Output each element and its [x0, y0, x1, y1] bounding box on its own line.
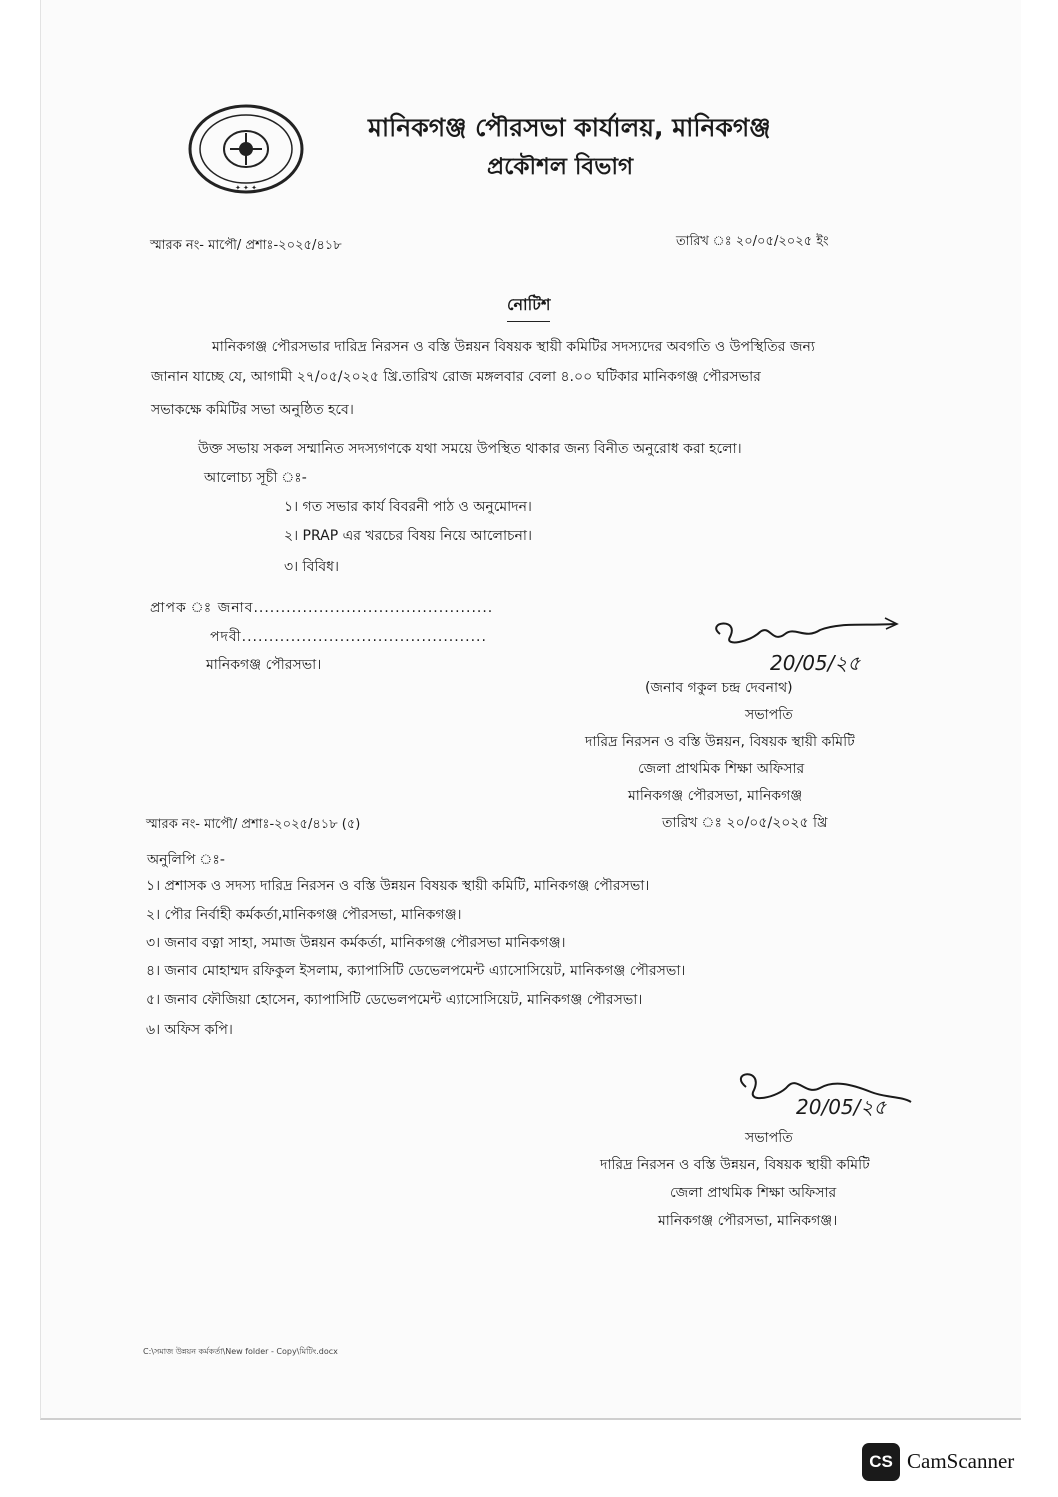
- copy-item: ১। প্রশাসক ও সদস্য দারিদ্র নিরসন ও বস্তি উন্নয়ন বিষয়ক স্থায়ী কমিটি, মানিকগঞ্জ পৌরসভা।: [146, 878, 650, 894]
- municipality-seal-icon: [186, 102, 306, 197]
- document-file-path: C:\সমাজ উন্নয়ন কর্মকর্তা\New folder - Copy\মিটিং.docx: [143, 1347, 338, 1356]
- copy-reference: স্মারক নং- মাপৌ/ প্রশাঃ-২০২৫/৪১৮ (৫): [146, 817, 361, 832]
- signatory-2-office: জেলা প্রাথমিক শিক্ষা অফিসার: [670, 1185, 837, 1201]
- office-title: মানিকগঞ্জ পৌরসভা কার্যালয়, মানিকগঞ্জ: [368, 113, 771, 142]
- signatory-role: সভাপতি: [745, 707, 793, 723]
- signatory-2-committee: দারিদ্র নিরসন ও বস্তি উন্নয়ন, বিষয়ক স্থায়ী কমিটি: [600, 1157, 870, 1173]
- signatory-office: জেলা প্রাথমিক শিক্ষা অফিসার: [638, 761, 805, 777]
- copy-item: ২। পৌর নির্বাহী কর্মকর্তা,মানিকগঞ্জ পৌরসভা, মানিকগঞ্জ।: [146, 907, 462, 923]
- signatory-committee: দারিদ্র নিরসন ও বস্তি উন্নয়ন, বিষয়ক স্থায়ী কমিটি: [585, 734, 855, 750]
- signatory-name: (জনাব গকুল চন্দ্র দেবনাথ): [645, 680, 793, 696]
- signature-date: 20/05/২৫: [770, 651, 861, 675]
- memo-reference: স্মারক নং- মাপৌ/ প্রশাঃ-২০২৫/৪১৮: [150, 238, 342, 253]
- agenda-heading: আলোচ্য সূচী ঃ-: [204, 470, 307, 486]
- camscanner-label: CamScanner: [907, 1449, 1015, 1473]
- camscanner-logo-icon: CS: [862, 1443, 900, 1481]
- copy-item: ৪। জনাব মোহাম্মদ রফিকুল ইসলাম, ক্যাপাসিটি ডেভেলপমেন্ট এ্যাসোসিয়েট, মানিকগঞ্জ পৌরসভা।: [146, 963, 686, 979]
- svg-text:✦ ✦ ✦: ✦ ✦ ✦: [234, 184, 258, 192]
- handwritten-signature: [700, 612, 910, 677]
- notice-paragraph-line: সভাকক্ষে কমিটির সভা অনুষ্ঠিত হবে।: [151, 402, 354, 418]
- signatory-2-role: সভাপতি: [745, 1130, 793, 1146]
- notice-paragraph-line: মানিকগঞ্জ পৌরসভার দারিদ্র নিরসন ও বস্তি উন্নয়ন বিষয়ক স্থায়ী কমিটির সদস্যদের অবগতি ও উপস্থিতির জন্য: [212, 339, 815, 355]
- recipient-office: মানিকগঞ্জ পৌরসভা।: [206, 657, 322, 673]
- copy-item: ৬। অফিস কপি।: [146, 1022, 233, 1038]
- recipient-designation-line: পদবী.............................................: [210, 629, 487, 645]
- agenda-item: ১। গত সভার কার্য বিবরনী পাঠ ও অনুমোদন।: [284, 499, 532, 515]
- signature-2-date: 20/05/২৫: [796, 1095, 887, 1119]
- copy-item: ৩। জনাব বত্না সাহা, সমাজ উন্নয়ন কর্মকর্তা, মানিকগঞ্জ পৌরসভা মানিকগঞ্জ।: [146, 935, 566, 951]
- attendance-request: উক্ত সভায় সকল সম্মানিত সদস্যগণকে যথা সময়ে উপস্থিত থাকার জন্য বিনীত অনুরোধ করা হলো।: [198, 441, 742, 457]
- signatory-2-municipality: মানিকগঞ্জ পৌরসভা, মানিকগঞ্জ।: [658, 1213, 838, 1229]
- recipient-name-line: প্রাপক ঃ জনাব............................................: [150, 600, 494, 616]
- signatory-municipality: মানিকগঞ্জ পৌরসভা, মানিকগঞ্জ: [628, 788, 803, 804]
- memo-date: তারিখ ঃ ২০/০৫/২০২৫ ইং: [676, 234, 829, 249]
- agenda-item: ২। PRAP এর খরচের বিষয় নিয়ে আলোচনা।: [284, 528, 532, 544]
- agenda-item: ৩। বিবিধ।: [284, 559, 340, 575]
- signatory-date: তারিখ ঃ ২০/০৫/২০২৫ খ্রি: [662, 815, 828, 831]
- handwritten-signature-2: [716, 1062, 916, 1130]
- copy-item: ৫। জনাব ফৌজিয়া হোসেন, ক্যাপাসিটি ডেভেলপমেন্ট এ্যাসোসিয়েট, মানিকগঞ্জ পৌরসভা।: [146, 992, 643, 1008]
- scanned-page: [40, 0, 1021, 1420]
- notice-heading: নোটিশ: [507, 292, 550, 322]
- department-title: প্রকৌশল বিভাগ: [487, 154, 634, 180]
- copy-heading: অনুলিপি ঃ-: [147, 852, 225, 868]
- notice-paragraph-line: জানান যাচ্ছে যে, আগামী ২৭/০৫/২০২৫ খ্রি.তারিখ রোজ মঙ্গলবার বেলা ৪.০০ ঘটিকার মানিকগঞ্জ পৌরসভার: [151, 369, 761, 385]
